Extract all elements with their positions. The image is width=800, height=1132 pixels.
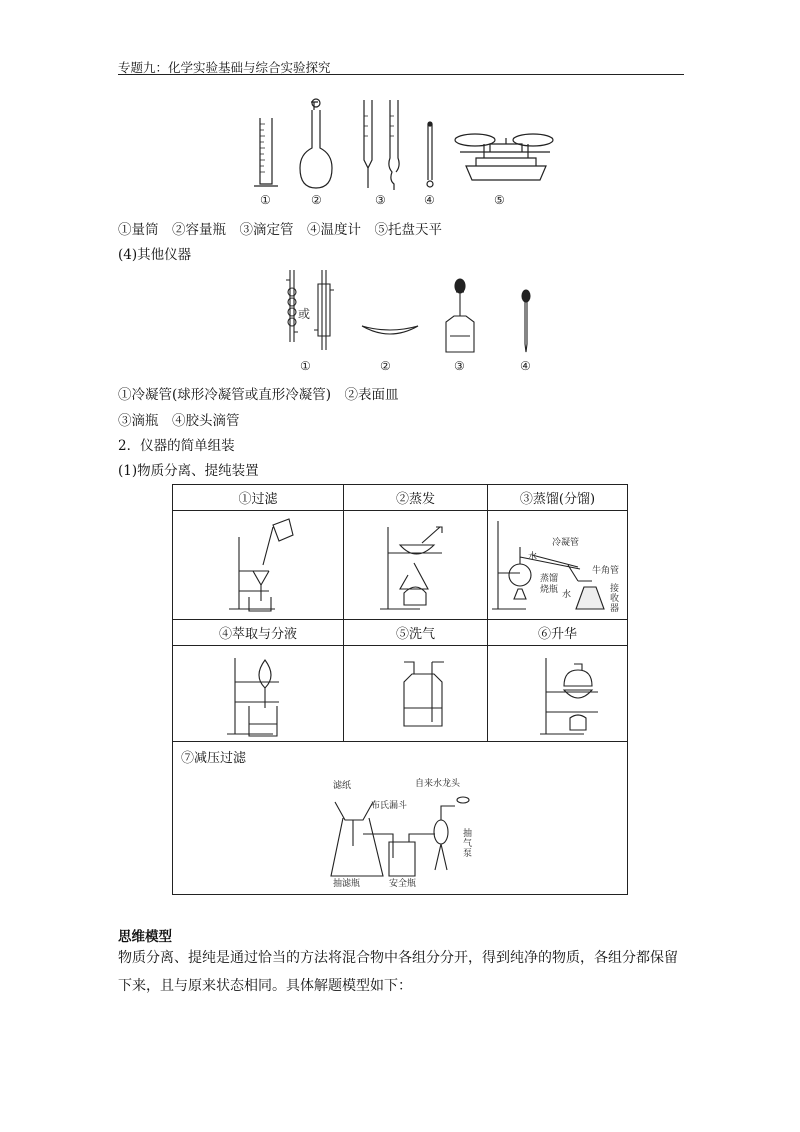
distillation-apparatus-icon [492, 515, 628, 615]
other-instruments-figure [280, 266, 540, 376]
watch-glass-icon [362, 326, 418, 334]
cell-extraction-title: ④萃取与分液 [173, 620, 344, 646]
thinking-model-title: 思维模型 [118, 929, 172, 945]
gas-washing-apparatus-cell [344, 646, 488, 742]
other-mark-2: ② [380, 359, 391, 373]
safety-bottle-label: 安全瓶 [389, 879, 417, 889]
distill-condenser-label: 冷凝管 [552, 538, 580, 548]
pump-label-3: 泵 [463, 849, 473, 859]
measuring-mark-2: ② [311, 193, 322, 207]
measuring-instruments-figure [240, 96, 570, 216]
distill-flask-label-2: 烧瓶 [540, 585, 559, 595]
evaporation-apparatus-cell [344, 511, 488, 620]
other-mark-1: ① [300, 359, 311, 373]
straight-condenser-icon [314, 270, 334, 350]
extraction-apparatus-cell [173, 646, 344, 742]
filtration-apparatus-icon [223, 517, 313, 615]
cell-distillation-title: ③蒸馏(分馏) [488, 485, 628, 511]
page-header: 专题九：化学实验基础与综合实验探究 [118, 60, 331, 75]
other-mark-3: ③ [454, 359, 465, 373]
gas-washing-bottle-icon [394, 652, 454, 736]
suction-flask-label: 抽滤瓶 [333, 879, 361, 889]
filter-paper-label: 滤纸 [333, 781, 352, 791]
evaporation-apparatus-icon [378, 517, 468, 615]
assembly-heading: 2．仪器的简单组装 [118, 438, 235, 454]
receiver-label-2: 收 [610, 594, 620, 604]
assembly-subheading: (1)物质分离、提纯装置 [118, 463, 259, 479]
measuring-caption: ①量筒 ②容量瓶 ③滴定管 ④温度计 ⑤托盘天平 [118, 222, 442, 238]
thinking-model-line1: 物质分离、提纯是通过恰当的方法将混合物中各组分分开，得到纯净的物质，各组分都保留 [118, 950, 678, 966]
balance-icon [460, 144, 550, 180]
burette-icon [364, 100, 372, 188]
distill-flask-label-1: 蒸馏 [540, 574, 559, 584]
measuring-mark-3: ③ [375, 193, 386, 207]
cell-gas-washing-title: ⑤洗气 [344, 620, 488, 646]
distillation-apparatus-cell [488, 511, 628, 620]
pump-label-1: 抽 [463, 829, 473, 839]
measuring-mark-4: ④ [424, 193, 435, 207]
other-mark-4: ④ [520, 359, 531, 373]
distill-water-out-label: 水 [562, 590, 572, 600]
other-caption-line1: ①冷凝管(球形冷凝管或直形冷凝管) ②表面皿 [118, 387, 399, 403]
tap-label: 自来水龙头 [415, 779, 461, 789]
receiver-label-3: 器 [610, 604, 620, 614]
thinking-model-line2: 下来，且与原来状态相同。具体解题模型如下： [118, 978, 412, 994]
header-rule [118, 74, 684, 75]
dropper-icon [525, 302, 527, 352]
receiver-label-1: 接 [610, 584, 620, 594]
buchner-funnel-label: 布氏漏斗 [371, 801, 408, 811]
cell-sublimation-title: ⑥升华 [488, 620, 628, 646]
vacuum-filtration-title: ⑦减压过滤 [181, 751, 247, 766]
measuring-mark-1: ① [260, 193, 271, 207]
dropping-bottle-icon [446, 292, 474, 352]
vacuum-filtration-apparatus-icon [323, 750, 493, 889]
or-label: 或 [298, 307, 311, 321]
measuring-mark-5: ⑤ [494, 193, 505, 207]
other-instruments-heading: (4)其他仪器 [118, 247, 192, 263]
cell-filtration-title: ①过滤 [173, 485, 344, 511]
separatory-funnel-icon [223, 650, 313, 738]
volumetric-flask-icon [300, 102, 332, 188]
sublimation-apparatus-icon [538, 650, 628, 738]
other-caption-line2: ③滴瓶 ④胶头滴管 [118, 413, 240, 429]
graduated-cylinder-icon [254, 118, 278, 186]
distill-water-in-label: 水 [528, 552, 538, 562]
cell-evaporation-title: ②蒸发 [344, 485, 488, 511]
vacuum-filtration-cell [173, 742, 628, 895]
sublimation-apparatus-cell [488, 646, 628, 742]
thermometer-icon [428, 124, 432, 180]
filtration-apparatus-cell [173, 511, 344, 620]
separation-apparatus-table [172, 484, 628, 895]
pump-label-2: 气 [463, 839, 473, 849]
distill-bend-tube-label: 牛角管 [592, 566, 620, 576]
